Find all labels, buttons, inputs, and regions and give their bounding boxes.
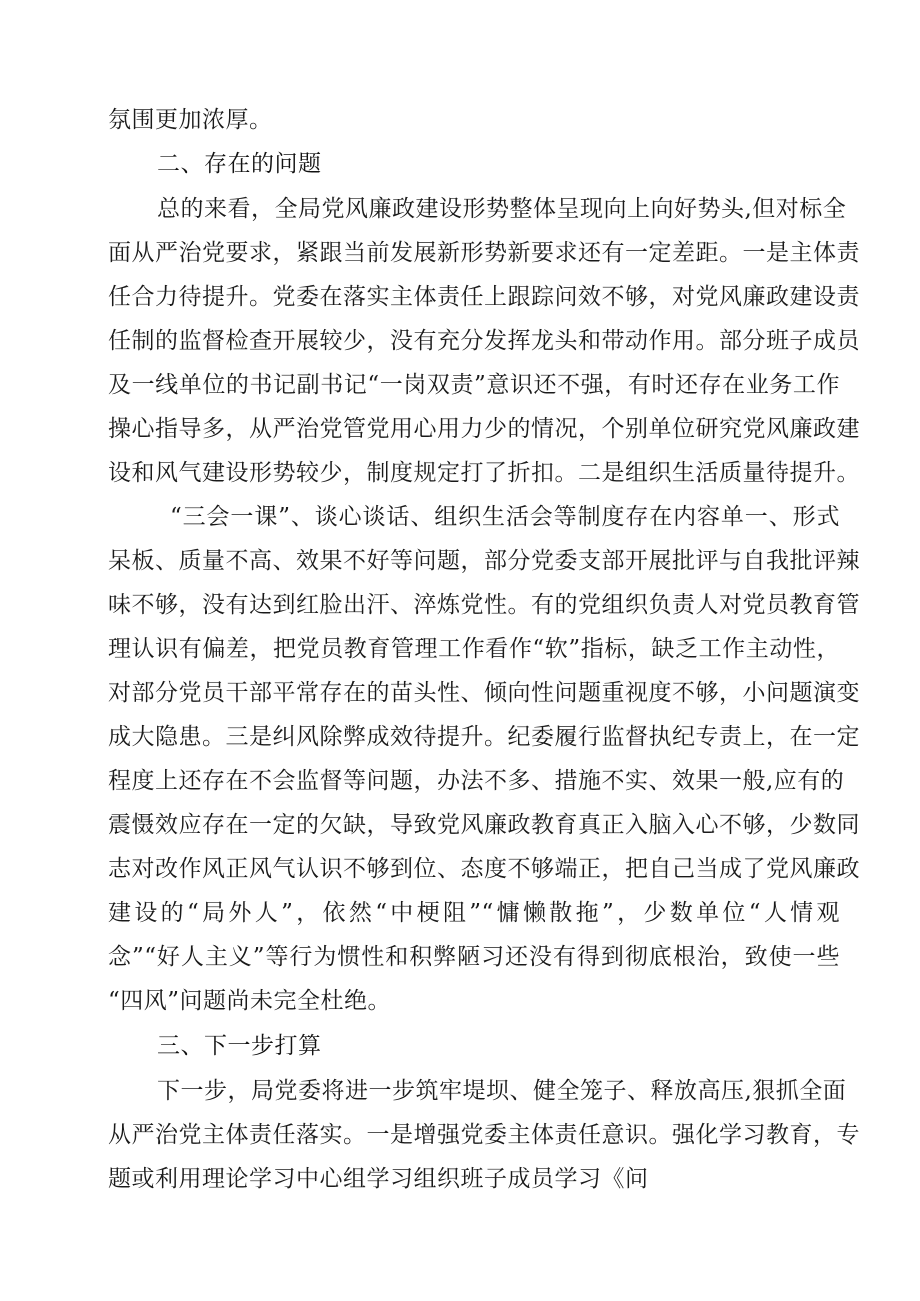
- paragraph-line: 任合力待提升。党委在落实主体责任上跟踪问效不够，对党风廉政建设责: [108, 284, 860, 310]
- paragraph-line: 念”“好人主义”等行为惯性和积弊陋习还没有得到彻底根治，致使一些: [108, 944, 840, 970]
- paragraph-line: 操心指导多，从严治党管党用心用力少的情况，个别单位研究党风廉政建: [108, 416, 860, 442]
- paragraph-line: 及一线单位的书记副书记“一岗双责”意识还不强，有时还存在业务工作: [108, 372, 840, 398]
- paragraph-line: 面从严治党要求，紧跟当前发展新形势新要求还有一定差距。一是主体责: [108, 240, 860, 266]
- paragraph-line: 对部分党员干部平常存在的苗头性、倾向性问题重视度不够，小问题演变: [108, 680, 860, 706]
- paragraph-line: 味不够，没有达到红脸出汗、淬炼党性。有的党组织负责人对党员教育管: [108, 592, 860, 618]
- paragraph-line: 志对改作风正风气认识不够到位、态度不够端正，把自己当成了党风廉政: [108, 856, 860, 882]
- section-heading-problems: 二、存在的问题: [157, 151, 322, 177]
- paragraph-line: 从严治党主体责任落实。一是增强党委主体责任意识。强化学习教育，专: [108, 1122, 860, 1148]
- paragraph-line: 设和风气建设形势较少，制度规定打了折扣。二是组织生活质量待提升。: [108, 460, 860, 486]
- paragraph-line: 震慑效应存在一定的欠缺，导致党风廉政教育真正入脑入心不够，少数同: [108, 812, 860, 838]
- paragraph-line: 下一步，局党委将进一步筑牢堤坝、健全笼子、释放高压,狠抓全面: [157, 1078, 847, 1104]
- paragraph-line: 呆板、质量不高、效果不好等问题，部分党委支部开展批评与自我批评辣: [108, 548, 860, 574]
- paragraph-line: “三会一课”、谈心谈话、组织生活会等制度存在内容单一、形式: [170, 504, 840, 530]
- paragraph-line: 任制的监督检查开展较少，没有充分发挥龙头和带动作用。部分班子成员: [108, 328, 860, 354]
- text-line: 氛围更加浓厚。: [108, 107, 273, 133]
- section-heading-next-steps: 三、下一步打算: [157, 1033, 322, 1059]
- paragraph-line: 总的来看，全局党风廉政建设形势整体呈现向上向好势头,但对标全: [157, 196, 847, 222]
- paragraph-line: 程度上还存在不会监督等问题，办法不多、措施不实、效果一般,应有的: [108, 768, 845, 794]
- paragraph-line: 成大隐患。三是纠风除弊成效待提升。纪委履行监督执纪专责上，在一定: [108, 724, 860, 750]
- paragraph-line: “四风”问题尚未完全杜绝。: [108, 988, 392, 1014]
- paragraph-line: 建设的“局外人”，依然“中梗阻”“慵懒散拖”，少数单位“人情观: [108, 900, 840, 926]
- paragraph-line: 题或利用理论学习中心组学习组织班子成员学习《问: [108, 1166, 649, 1192]
- paragraph-line: 理认识有偏差，把党员教育管理工作看作“软”指标，缺乏工作主动性，: [108, 636, 840, 662]
